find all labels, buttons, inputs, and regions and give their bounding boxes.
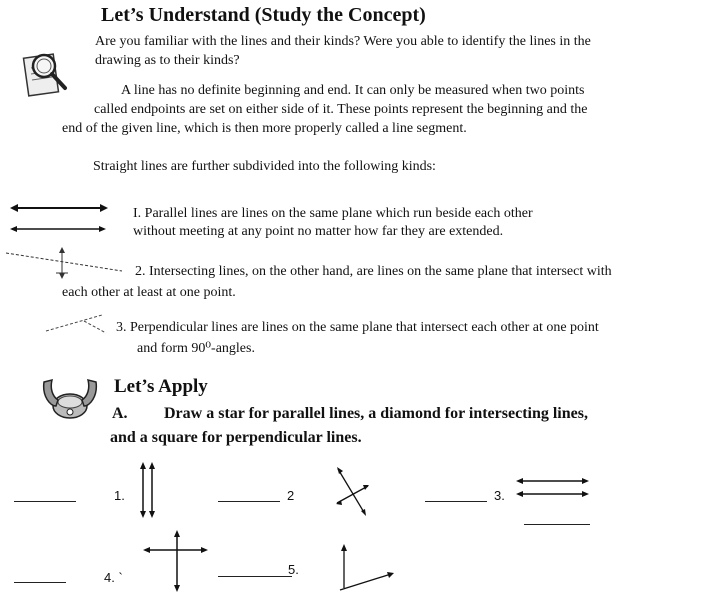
exercise-4-label: 4. `: [104, 570, 123, 585]
answer-blank-4[interactable]: [14, 582, 66, 583]
intersecting-lines-figure: [4, 247, 129, 279]
exercise-3-parallel-figure: [516, 477, 590, 499]
exercise-1-label: 1.: [114, 488, 125, 503]
kinds-intro: Straight lines are further subdivided into the following kinds:: [93, 159, 436, 174]
apply-hands-icon: [40, 372, 100, 422]
definition-line-2: called endpoints are set on either side of it. These points represent the beginning and the: [94, 102, 588, 117]
exercise-5-label: 5.: [288, 562, 299, 577]
apply-instruction-line-2: and a square for perpendicular lines.: [110, 429, 362, 446]
answer-blank-2[interactable]: [218, 501, 280, 502]
answer-blank-5[interactable]: [218, 576, 292, 577]
apply-item-letter: A.: [112, 405, 128, 422]
parallel-definition-line-2: without meeting at any point no matter how far they are extended.: [133, 224, 504, 239]
intro-line-2: drawing as to their kinds?: [95, 53, 240, 68]
answer-blank-3b[interactable]: [524, 524, 590, 525]
perpendicular-lines-figure: [44, 313, 114, 337]
definition-line-3: end of the given line, which is then more properly called a line segment.: [62, 121, 467, 136]
definition-line-1: A line has no definite beginning and end. It can only be measured when two points: [121, 83, 585, 98]
answer-blank-3[interactable]: [425, 501, 487, 502]
exercise-2-label: 2: [287, 488, 295, 503]
exercise-1-parallel-figure: [138, 462, 158, 518]
exercise-3-label: 3.: [494, 488, 505, 503]
perpendicular-definition-line-1: 3. Perpendicular lines are lines on the same plane that intersect each other at one point: [116, 320, 599, 335]
intersecting-definition-line-2: each other at least at one point.: [62, 285, 236, 300]
perpendicular-definition-line-2: and form 90⁰-angles.: [137, 341, 255, 356]
apply-instruction-line-1: Draw a star for parallel lines, a diamond for intersecting lines,: [164, 405, 588, 422]
intro-line-1: Are you familiar with the lines and their kinds? Were you able to identify the lines in the: [95, 34, 591, 49]
intersecting-definition-line-1: 2. Intersecting lines, on the other hand, are lines on the same plane that intersect with: [135, 264, 612, 279]
apply-title: Let’s Apply: [114, 376, 208, 397]
parallel-definition-line-1: I. Parallel lines are lines on the same plane which run beside each other: [133, 206, 533, 221]
exercise-4-perpendicular-figure: [143, 530, 209, 592]
parallel-lines-figure: [10, 202, 110, 232]
page-title: Let’s Understand (Study the Concept): [101, 4, 426, 26]
answer-blank-1[interactable]: [14, 501, 76, 502]
exercise-2-intersecting-figure: [335, 466, 371, 518]
magnifier-study-icon: [22, 48, 70, 96]
exercise-5-perpendicular-figure: [336, 544, 396, 596]
